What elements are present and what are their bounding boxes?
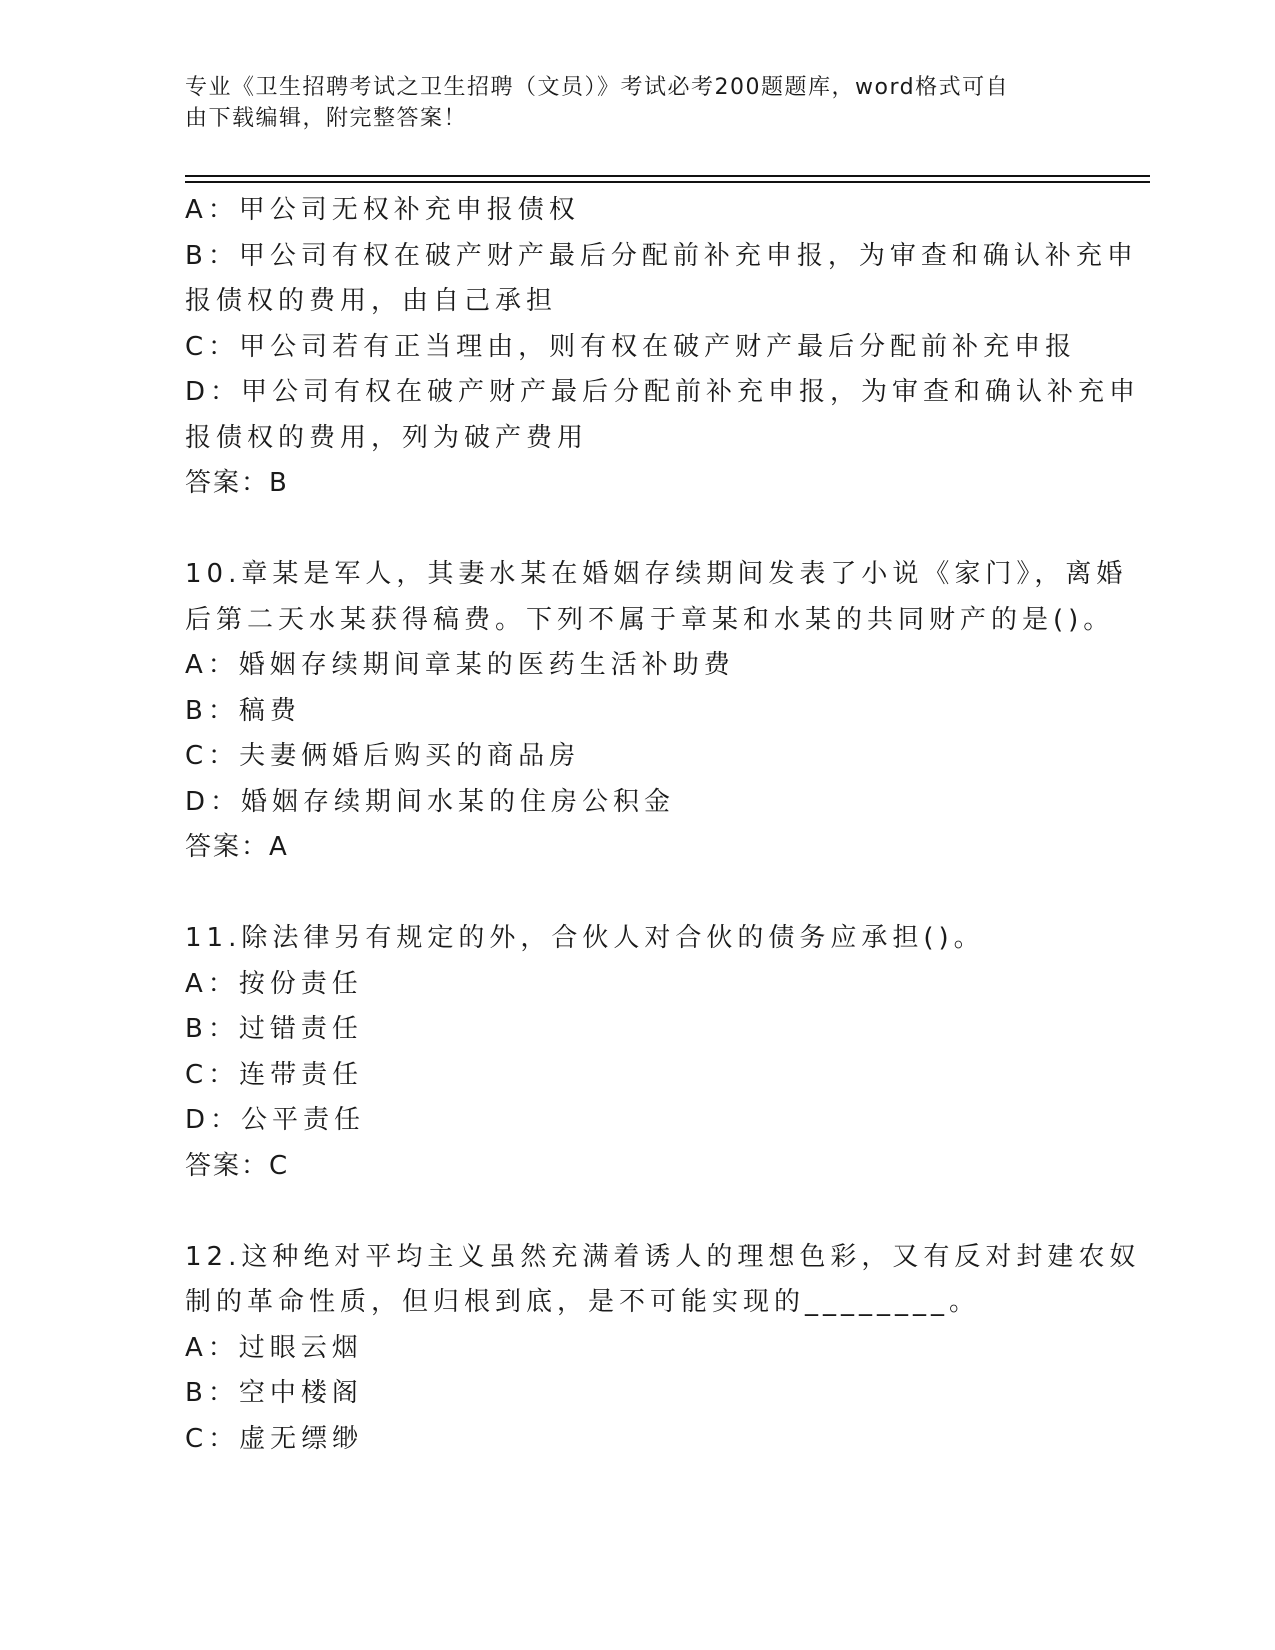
q10-answer: 答案：A: [185, 832, 289, 862]
header-line-2: 由下载编辑，附完整答案！: [185, 106, 468, 131]
spacer: [185, 507, 1065, 553]
document-header: [185, 72, 1065, 134]
q11-option-d: D：公平责任: [185, 1105, 366, 1135]
question-content: [185, 188, 1141, 1462]
q10-option-b: B：稿费: [185, 695, 301, 726]
question-12-block: [185, 1235, 1141, 1463]
q11-option-b: B：过错责任: [185, 1014, 363, 1044]
q12-option-c: C：虚无缥缈: [185, 1423, 364, 1454]
q9-option-b-line-2: 报债权的费用，由自己承担: [185, 286, 558, 316]
q9-option-c: C：甲公司若有正当理由，则有权在破产财产最后分配前补充申报: [185, 331, 1077, 362]
q10-option-d: D：婚姻存续期间水某的住房公积金: [185, 786, 676, 817]
q12-option-b: B：空中楼阁: [185, 1378, 363, 1408]
q9-answer: 答案：B: [185, 468, 289, 498]
q9-option-b-line-1: B：甲公司有权在破产财产最后分配前补充申报，为审查和确认补充申: [185, 240, 1138, 271]
q12-stem-line-2: 制的革命性质，但归根到底，是不可能实现的________。: [185, 1287, 981, 1317]
q9-option-d-line-1: D：甲公司有权在破产财产最后分配前补充申报，为审查和确认补充申: [185, 377, 1141, 407]
q9-option-a: A：甲公司无权补充申报债权: [185, 195, 580, 225]
question-9-block: [185, 188, 1141, 507]
question-10-block: [185, 552, 1128, 871]
q10-option-c: C：夫妻俩婚后购买的商品房: [185, 741, 581, 771]
header-divider-top: [185, 175, 1150, 177]
q9-option-d-line-2: 报债权的费用，列为破产费用: [185, 422, 589, 453]
question-11-block: [185, 916, 1065, 1189]
spacer: [185, 1189, 1065, 1235]
q11-stem: 11.除法律另有规定的外，合伙人对合伙的债务应承担()。: [185, 923, 985, 953]
header-divider-bottom: [185, 181, 1150, 183]
q10-stem-line-2: 后第二天水某获得稿费。下列不属于章某和水某的共同财产的是()。: [185, 604, 1115, 635]
q10-option-a: A：婚姻存续期间章某的医药生活补助费: [185, 650, 735, 680]
q12-option-a: A：过眼云烟: [185, 1332, 363, 1363]
header-line-1: 专业《卫生招聘考试之卫生招聘（文员）》考试必考200题题库，word格式可自: [185, 75, 1010, 100]
q11-answer: 答案：C: [185, 1150, 290, 1181]
q10-stem-line-1: 10.章某是军人，其妻水某在婚姻存续期间发表了小说《家门》，离婚: [185, 559, 1128, 589]
q12-stem-line-1: 12.这种绝对平均主义虽然充满着诱人的理想色彩，又有反对封建农奴: [185, 1241, 1141, 1272]
spacer: [185, 871, 1065, 917]
q11-option-a: A：按份责任: [185, 968, 363, 999]
q11-option-c: C：连带责任: [185, 1059, 364, 1090]
